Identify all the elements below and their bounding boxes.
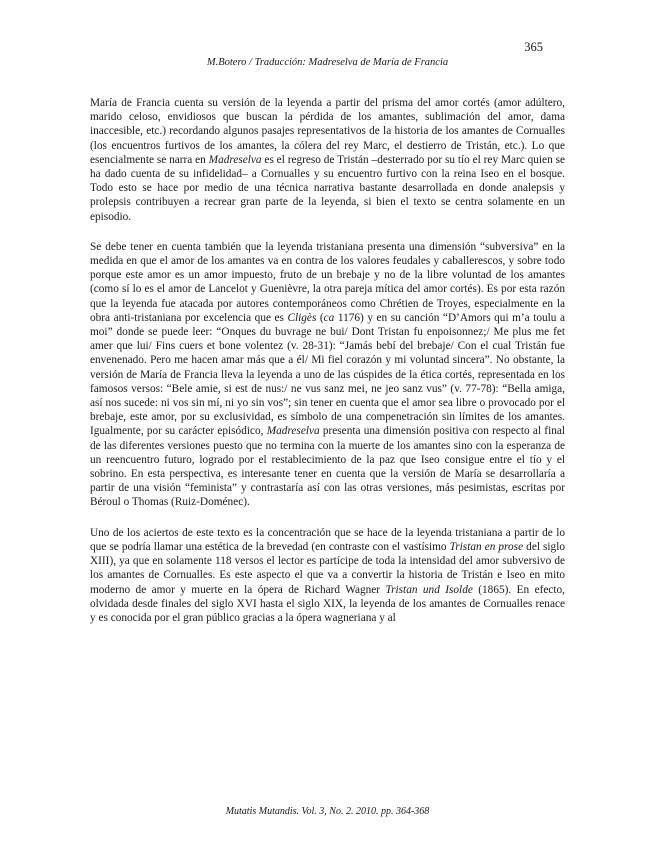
text-run: presenta una dimensión positiva con respecto al final de las diferentes versiones puesto que no termina con la muerte de los amantes sino con la esperanza de un reencuentro futuro, logrado por el restablecimiento de la paz que Iseo consigue entre el tío y el sobrino. En esta perspectiva, es interesante tener en cuenta que la versión de María se desarrollaría a partir de una visión “feminista” y contrastaría así con las otras versiones, más pesimistas, escritas por Béroul o Thomas (Ruiz-Doménec). [90,425,566,509]
text-run: Uno de los aciertos de este texto es la concentración que se hace de la leyenda tristaniana a partir de lo que se podría llamar una estética de la brevedad (en contraste con el vastísimo [90,526,565,553]
italic-title: Tristan en prose [449,540,524,553]
paragraph-1 [90,96,565,224]
italic-title: Madreselva [266,425,320,438]
paragraph-2 [90,240,565,510]
body-text [90,96,565,641]
page-number: 365 [524,40,543,54]
text-run: ( [316,311,324,324]
running-head: M.Botero / Traducción: Madreselva de María de Francia [206,57,449,68]
text-run: del siglo XIII), ya que en solamente 118 versos el lector es partícipe de toda la intensidad del amor subversivo de los amantes de Cornualles. Es este aspecto el que va a convertir la historia de Tristán e Iseo en mito moderno de amor y muerte en la ópera de Richard Wagner [90,540,565,596]
text-run: 1176) y en su canción “D’Amors qui m’a toulu a moi” donde se puede leer: “Onques du buvrage ne bui/ Dont Tristan fu enpoisonnez;/ Me plus me fet amer que lui/ Fins cuers et bone volentez (v. 28-31): “Jamás bebí del brebaje/ Con el cual Tristán fue envenenado. Pero me hacen amar más que a él/ Mi fiel corazón y mi voluntad sincera”. No obstante, la versión de María de Francia lleva la leyenda a uno de las cúspides de la ética cortés, representada en los famosos versos: “Bele amie, si est de nus:/ ne vus sanz mei, ne jeo sanz vus” (v. 77-78): “Bella amiga, así nos sucede: ni vos sin mí, ni yo sin vos”; sin tener en cuenta que el amor sea libre o provocado por el brebaje, este amor, por su exclusividad, es símbolo de una compenetración sin límites de los amantes. Igualmente, por su carácter episódico, [90,311,565,438]
italic-title: Cligès [287,311,317,324]
italic-title: Tristan und Isolde [385,583,473,596]
text-run: María de Francia cuenta su versión de la leyenda a partir del prisma del amor cortés (amor adúltero, marido celoso, envidiosos que buscan la pérdida de los amantes, sublimación del amor, dama inaccesible, etc.) recordando algunos pasajes representativos de la historia de los amantes de Cornualles (los encuentros furtivos de los amantes, la cólera del rey Marc, el destierro de Tristán, etc.). Lo que esencialmente se narra en [90,97,565,166]
journal-footer: Mutatis Mutandis. Vol. 3, No. 2. 2010. pp. 364-368 [225,806,430,817]
italic-title: ca [323,311,335,324]
text-run: Se debe tener en cuenta también que la leyenda tristaniana presenta una dimensión “subversiva” en la medida en que el amor de los amantes va en contra de los valores feudales y caballerescos, y sobre todo porque este amor es un amor impuesto, fruto de un brebaje y no de la libre voluntad de los amantes (como sí lo es el amor de Lancelot y Guenièvre, la otra pareja mítica del amor cortés). Es por esta razón que la leyenda fue atacada por autores contemporáneos como Chrétien de Troyes, especialmente en la obra anti-tristaniana por excelencia que es [90,240,565,324]
italic-title: Madreselva [208,153,262,166]
paragraph-3 [90,526,565,625]
text-run: es el regreso de Tristán –desterrado por su tío el rey Marc quien se ha dado cuenta de su infidelidad– a Cornualles y su encuentro furtivo con la reina Iseo en el bosque. Todo esto se hace por medio de una técnica narrativa bastante desarrollada en donde analepsis y prolepsis contribuyen a recrear gran parte de la leyenda, si bien el texto se centra solamente en un episodio. [90,153,565,223]
text-run: (1865). En efecto, olvidada desde finales del siglo XVI hasta el siglo XIX, la leyenda de los amantes de Cornualles renace y es conocida por el gran público gracias a la ópera wagneriana y al [90,583,565,624]
